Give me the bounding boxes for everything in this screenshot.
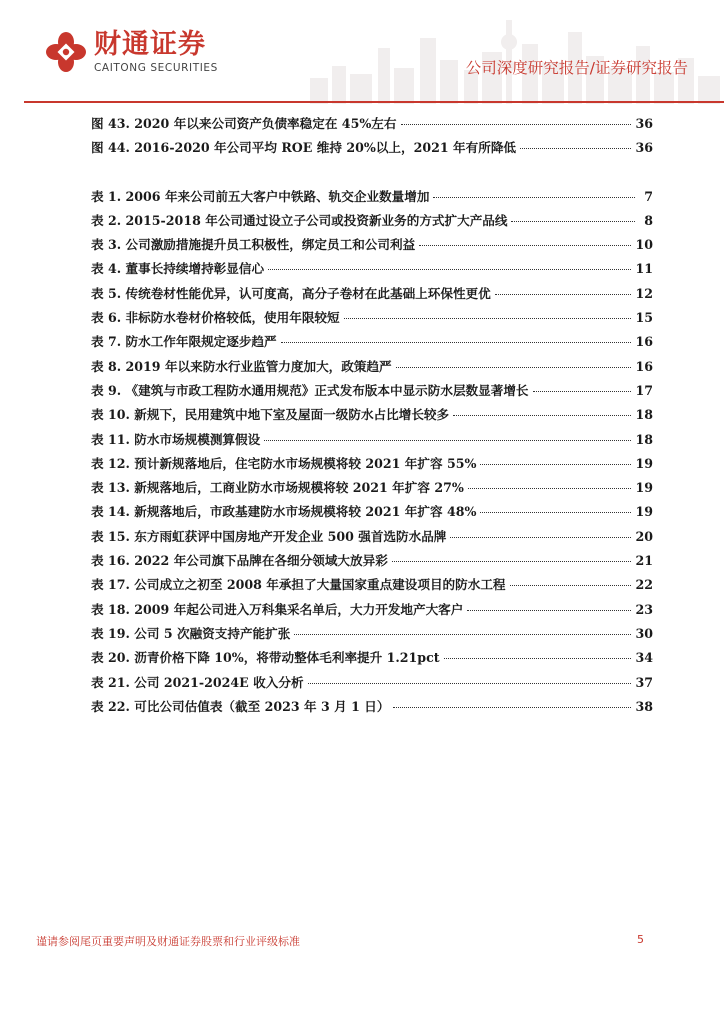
toc-entry-table[interactable]	[91, 356, 653, 380]
toc-entry-page: 34	[635, 650, 653, 666]
toc-entry-table[interactable]	[91, 283, 653, 307]
toc-entry-table[interactable]	[91, 210, 653, 234]
toc-entry-page: 36	[635, 140, 653, 156]
toc-entry-page: 16	[635, 334, 653, 350]
toc-entry-table[interactable]	[91, 477, 653, 501]
toc-entry-label: 表 11. 防水市场规模测算假设	[91, 431, 261, 447]
toc-entry-label: 表 13. 新规落地后，工商业防水市场规模将较 2021 年扩容 27%	[91, 480, 464, 496]
toc-entry-page: 36	[635, 116, 653, 131]
dot-leader	[467, 610, 631, 611]
dot-leader	[468, 488, 632, 489]
toc-entry-table[interactable]	[91, 380, 653, 404]
toc-entry-page: 30	[635, 625, 653, 641]
toc-entry-page: 23	[635, 601, 653, 617]
company-name-cn: 财通证券	[94, 29, 206, 60]
toc-entry-table[interactable]	[91, 307, 653, 331]
toc-entry-label: 图 44. 2016-2020 年公司平均 ROE 维持 20%以上，2021 年有所降低	[91, 140, 517, 156]
toc-entry-label: 表 15. 东方雨虹获评中国房地产开发企业 500 强首选防水品牌	[91, 528, 447, 544]
toc-entry-figure[interactable]	[91, 113, 653, 137]
toc-entry-label: 表 4. 董事长持续增持彰显信心	[91, 261, 265, 277]
toc-entry-table[interactable]	[91, 453, 653, 477]
dot-leader	[396, 367, 632, 368]
dot-leader	[264, 440, 631, 441]
dot-leader	[520, 148, 631, 149]
dot-leader	[393, 707, 631, 708]
toc-entry-table[interactable]	[91, 599, 653, 623]
toc-entry-table[interactable]	[91, 429, 653, 453]
toc-entry-page: 19	[635, 504, 653, 520]
toc-entry-page: 18	[635, 431, 653, 447]
toc-entry-table[interactable]	[91, 501, 653, 525]
toc-entry-page: 16	[635, 358, 653, 374]
dot-leader	[510, 585, 632, 586]
toc-entry-label: 表 6. 非标防水卷材价格较低，使用年限较短	[91, 310, 340, 326]
toc-entry-table[interactable]	[91, 186, 653, 210]
dot-leader	[444, 658, 632, 659]
toc-entry-label: 表 22. 可比公司估值表（截至 2023 年 3 月 1 日）	[91, 698, 390, 714]
report-type: 公司深度研究报告/证券研究报告	[465, 59, 688, 77]
toc-entry-page: 12	[635, 285, 653, 301]
toc-entry-page: 20	[635, 528, 653, 544]
caitong-logo-icon	[44, 30, 88, 74]
dot-leader	[281, 342, 632, 343]
toc-entry-label: 表 5. 传统卷材性能优异，认可度高，高分子卷材在此基础上环保性更优	[91, 285, 491, 301]
toc-entry-table[interactable]	[91, 258, 653, 282]
toc-entry-table[interactable]	[91, 574, 653, 598]
toc-entry-label: 表 7. 防水工作年限规定逐步趋严	[91, 334, 277, 350]
toc-entry-label: 表 19. 公司 5 次融资支持产能扩张	[91, 625, 291, 641]
toc-entry-table[interactable]	[91, 647, 653, 671]
toc-entry-page: 18	[635, 407, 653, 423]
toc-entry-table[interactable]	[91, 550, 653, 574]
toc-entry-table[interactable]	[91, 526, 653, 550]
toc-entry-table[interactable]	[91, 672, 653, 696]
dot-leader	[433, 197, 635, 198]
toc-entry-label: 表 1. 2006 年来公司前五大客户中铁路、轨交企业数量增加	[91, 188, 430, 204]
dot-leader	[294, 634, 631, 635]
toc-entry-page: 15	[635, 310, 653, 326]
dot-leader	[344, 318, 632, 319]
footer-disclaimer: 谨请参阅尾页重要声明及财通证券股票和行业评级标准	[36, 935, 300, 948]
toc-entry-label: 表 2. 2015-2018 年公司通过设立子公司或投资新业务的方式扩大产品线	[91, 212, 508, 228]
dot-leader	[495, 294, 632, 295]
company-name-en: CAITONG SECURITIES	[94, 62, 218, 74]
dot-leader	[511, 221, 635, 222]
dot-leader	[401, 124, 632, 125]
toc-entry-label: 表 14. 新规落地后，市政基建防水市场规模将较 2021 年扩容 48%	[91, 504, 477, 520]
toc-entry-table[interactable]	[91, 623, 653, 647]
toc-entry-page: 19	[635, 480, 653, 496]
toc-entry-label: 表 3. 公司激励措施提升员工积极性，绑定员工和公司利益	[91, 237, 416, 253]
dot-leader	[392, 561, 632, 562]
dot-leader	[480, 512, 631, 513]
toc-entry-label: 表 17. 公司成立之初至 2008 年承担了大量国家重点建设项目的防水工程	[91, 577, 506, 593]
page-header	[0, 0, 724, 104]
toc-entry-page: 10	[635, 237, 653, 253]
toc-entry-page: 19	[635, 455, 653, 471]
dot-leader	[453, 415, 631, 416]
toc-entry-label: 表 16. 2022 年公司旗下品牌在各细分领域大放异彩	[91, 553, 388, 569]
header-divider	[24, 101, 724, 103]
toc-entry-page: 17	[635, 382, 653, 398]
toc-entry-table[interactable]	[91, 234, 653, 258]
toc-entry-figure[interactable]	[91, 137, 653, 161]
dot-leader	[533, 391, 632, 392]
toc-entry-page: 22	[635, 577, 653, 593]
toc-entry-table[interactable]	[91, 404, 653, 428]
table-of-contents	[91, 113, 653, 720]
toc-entry-page: 7	[644, 188, 653, 204]
dot-leader	[480, 464, 631, 465]
toc-entry-label: 表 18. 2009 年起公司进入万科集采名单后，大力开发地产大客户	[91, 601, 464, 617]
dot-leader	[450, 537, 631, 538]
toc-entry-label: 图 43. 2020 年以来公司资产负债率稳定在 45%左右	[91, 116, 397, 131]
dot-leader	[308, 683, 632, 684]
company-logo	[44, 30, 218, 74]
toc-entry-label: 表 9. 《建筑与市政工程防水通用规范》正式发布版本中显示防水层数显著增长	[91, 382, 529, 398]
toc-entry-page: 38	[635, 698, 653, 714]
toc-entry-label: 表 20. 沥青价格下降 10%，将带动整体毛利率提升 1.21pct	[91, 650, 440, 666]
toc-entry-page: 8	[644, 212, 653, 228]
toc-entry-page: 21	[635, 553, 653, 569]
toc-entry-label: 表 10. 新规下，民用建筑中地下室及屋面一级防水占比增长较多	[91, 407, 450, 423]
toc-entry-label: 表 21. 公司 2021-2024E 收入分析	[91, 674, 304, 690]
toc-entry-table[interactable]	[91, 331, 653, 355]
toc-entry-label: 表 8. 2019 年以来防水行业监管力度加大，政策趋严	[91, 358, 392, 374]
toc-entry-page: 37	[635, 674, 653, 690]
dot-leader	[419, 245, 631, 246]
toc-entry-table[interactable]	[91, 696, 653, 720]
page-number: 5	[637, 933, 644, 946]
dot-leader	[268, 269, 631, 270]
toc-entry-page: 11	[635, 261, 653, 277]
toc-entry-label: 表 12. 预计新规落地后，住宅防水市场规模将较 2021 年扩容 55%	[91, 455, 477, 471]
